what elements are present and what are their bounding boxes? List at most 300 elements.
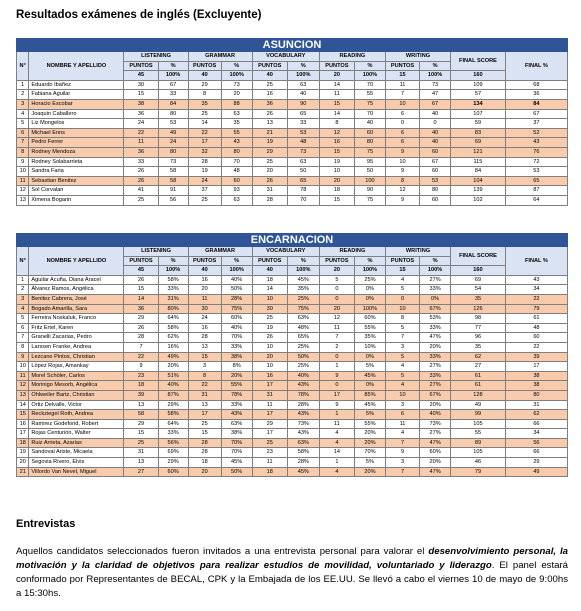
max-value: 45: [124, 266, 158, 276]
score-cell: 58: [124, 410, 158, 420]
score-cell: 49: [505, 467, 567, 477]
score-cell: 55%: [221, 381, 252, 391]
score-cell: 61: [505, 314, 567, 324]
score-cell: 63: [287, 157, 319, 167]
score-cell: 40%: [158, 381, 188, 391]
row-number: 3: [17, 99, 29, 109]
row-number: 1: [17, 80, 29, 90]
score-cell: 0: [385, 294, 419, 304]
score-cell: 14: [252, 285, 287, 295]
candidate-name: Segovia Rivero, Elvis: [29, 458, 124, 468]
city-banner: ASUNCION: [17, 39, 568, 52]
score-cell: 29: [188, 80, 221, 90]
score-cell: 75: [354, 99, 385, 109]
score-cell: 20%: [420, 458, 451, 468]
score-cell: 37: [188, 186, 221, 196]
score-cell: 24: [124, 119, 158, 129]
score-cell: 70%: [221, 438, 252, 448]
score-cell: 89: [451, 438, 506, 448]
header-pct: %: [221, 61, 252, 71]
score-cell: 32: [188, 147, 221, 157]
header-pct: %: [420, 61, 451, 71]
score-cell: 28: [124, 333, 158, 343]
row-number: 14: [17, 400, 29, 410]
header-pct: %: [158, 256, 188, 266]
max-value: 100%: [158, 266, 188, 276]
score-cell: 83: [451, 128, 506, 138]
score-cell: 40%: [221, 323, 252, 333]
score-cell: 28: [252, 195, 287, 205]
row-number: 13: [17, 195, 29, 205]
score-cell: 43%: [287, 410, 319, 420]
score-cell: 105: [451, 448, 506, 458]
score-cell: 40: [420, 109, 451, 119]
score-cell: 65: [287, 176, 319, 186]
score-cell: 20: [221, 90, 252, 100]
score-cell: 31: [188, 390, 221, 400]
score-cell: 98: [451, 314, 506, 324]
score-cell: 16%: [158, 342, 188, 352]
score-cell: 11: [124, 138, 158, 148]
row-number: 3: [17, 294, 29, 304]
score-cell: 9: [124, 362, 158, 372]
score-cell: 49: [158, 128, 188, 138]
score-cell: 26: [124, 176, 158, 186]
score-cell: 73: [158, 157, 188, 167]
score-cell: 46: [451, 458, 506, 468]
score-cell: 50%: [287, 352, 319, 362]
score-cell: 29%: [158, 458, 188, 468]
row-number: 2: [17, 285, 29, 295]
score-cell: 56%: [158, 438, 188, 448]
score-cell: 62: [451, 352, 506, 362]
row-number: 8: [17, 147, 29, 157]
score-cell: 27%: [420, 381, 451, 391]
score-cell: 4: [319, 429, 354, 439]
header-pct: %: [287, 61, 319, 71]
score-cell: 53: [420, 176, 451, 186]
score-cell: 60%: [221, 314, 252, 324]
score-cell: 20: [319, 176, 354, 186]
row-number: 1: [17, 275, 29, 285]
score-cell: 33%: [420, 285, 451, 295]
score-cell: 43%: [221, 410, 252, 420]
candidate-name: Liz Mongelos: [29, 119, 124, 129]
score-cell: 68: [505, 80, 567, 90]
row-number: 6: [17, 128, 29, 138]
score-cell: 35: [451, 294, 506, 304]
score-cell: 62: [505, 410, 567, 420]
score-cell: 5: [385, 371, 419, 381]
score-cell: 28: [188, 448, 221, 458]
score-cell: 12: [319, 128, 354, 138]
score-cell: 45%: [221, 458, 252, 468]
score-cell: 73: [287, 147, 319, 157]
score-cell: 61: [451, 381, 506, 391]
row-number: 10: [17, 362, 29, 372]
score-cell: 9: [385, 167, 419, 177]
score-cell: 26: [124, 275, 158, 285]
max-value: 40: [188, 266, 221, 276]
score-cell: 45%: [287, 275, 319, 285]
score-cell: 5%: [354, 410, 385, 420]
score-cell: 36: [124, 109, 158, 119]
score-cell: 28%: [221, 294, 252, 304]
score-cell: 27: [451, 362, 506, 372]
score-cell: 18: [252, 275, 287, 285]
row-number: 16: [17, 419, 29, 429]
table-row: [17, 109, 568, 119]
candidate-name: Michael Enns: [29, 128, 124, 138]
score-cell: 128: [451, 390, 506, 400]
score-cell: 3: [188, 362, 221, 372]
score-cell: 5%: [354, 362, 385, 372]
header-reading: READING: [319, 52, 385, 62]
score-cell: 22: [188, 381, 221, 391]
score-cell: 36: [124, 147, 158, 157]
row-number: 17: [17, 429, 29, 439]
score-cell: 10: [252, 362, 287, 372]
score-cell: 60: [221, 176, 252, 186]
score-cell: 11: [385, 80, 419, 90]
score-cell: 87%: [158, 390, 188, 400]
score-cell: 18: [319, 186, 354, 196]
table-row: [17, 90, 568, 100]
header-puntos: PUNTOS: [188, 256, 221, 266]
score-cell: 109: [451, 80, 506, 90]
score-cell: 53: [158, 119, 188, 129]
max-value: 100%: [287, 71, 319, 81]
score-cell: 25: [188, 109, 221, 119]
score-cell: 15: [319, 195, 354, 205]
score-cell: 11: [319, 90, 354, 100]
score-cell: 80%: [158, 304, 188, 314]
score-cell: 5: [319, 275, 354, 285]
score-cell: 48%: [287, 323, 319, 333]
score-cell: 34: [505, 285, 567, 295]
score-cell: 33%: [420, 352, 451, 362]
score-cell: 69: [451, 138, 506, 148]
score-cell: 33: [124, 157, 158, 167]
table-row: [17, 419, 568, 429]
score-cell: 80: [505, 390, 567, 400]
candidate-name: Aguilar Acuña, Diana Aracel: [29, 275, 124, 285]
header-name: NOMBRE Y APELLIDO: [29, 52, 124, 81]
score-cell: 60: [354, 128, 385, 138]
score-cell: 16: [252, 371, 287, 381]
score-cell: 70%: [221, 333, 252, 343]
city-banner: ENCARNACION: [17, 234, 568, 247]
score-cell: 57: [451, 90, 506, 100]
table-row: [17, 128, 568, 138]
header-final-score: FINAL SCORE: [451, 247, 506, 266]
score-cell: 9: [385, 448, 419, 458]
candidate-name: Rojas Centurión, Walter: [29, 429, 124, 439]
score-cell: 5: [385, 352, 419, 362]
score-cell: 33: [287, 119, 319, 129]
score-cell: 22: [124, 128, 158, 138]
score-cell: 14: [319, 109, 354, 119]
table-row: [17, 285, 568, 295]
score-cell: 77: [451, 323, 506, 333]
score-cell: 0%: [354, 285, 385, 295]
score-cell: 20: [319, 304, 354, 314]
score-cell: 10: [385, 157, 419, 167]
score-cell: 14: [188, 119, 221, 129]
score-cell: 64%: [158, 314, 188, 324]
score-cell: 63%: [287, 438, 319, 448]
score-cell: 80: [221, 147, 252, 157]
table-row: [17, 138, 568, 148]
score-cell: 22: [188, 128, 221, 138]
score-cell: 27: [124, 467, 158, 477]
candidate-name: Fritz Ertel, Karen: [29, 323, 124, 333]
score-cell: 59: [451, 119, 506, 129]
candidate-name: Bogado Amarilla, Sara: [29, 304, 124, 314]
score-cell: 11: [319, 323, 354, 333]
candidate-name: Ohlweiler Bartz, Christian: [29, 390, 124, 400]
score-cell: 60: [420, 195, 451, 205]
score-cell: 26: [252, 109, 287, 119]
score-cell: 50: [287, 167, 319, 177]
score-cell: 13: [252, 119, 287, 129]
header-listening: LISTENING: [124, 247, 188, 257]
score-cell: 64%: [158, 419, 188, 429]
score-cell: 84: [158, 99, 188, 109]
score-cell: 90: [287, 99, 319, 109]
score-cell: 7: [124, 342, 158, 352]
score-cell: 31%: [158, 294, 188, 304]
max-value: 40: [252, 71, 287, 81]
score-cell: 96: [451, 333, 506, 343]
header-puntos: PUNTOS: [385, 256, 419, 266]
table-row: [17, 371, 568, 381]
table-row: [17, 275, 568, 285]
score-cell: 84: [451, 167, 506, 177]
score-cell: 9: [319, 371, 354, 381]
score-cell: 38: [124, 99, 158, 109]
score-cell: 15: [188, 429, 221, 439]
score-cell: 36: [124, 304, 158, 314]
score-cell: 40%: [420, 410, 451, 420]
candidate-name: Horacio Escobar: [29, 99, 124, 109]
score-cell: 1: [319, 362, 354, 372]
score-cell: 67: [420, 99, 451, 109]
score-cell: 49%: [158, 352, 188, 362]
score-cell: 17: [252, 429, 287, 439]
score-cell: 43: [221, 138, 252, 148]
score-cell: 73%: [287, 419, 319, 429]
header-final-score: FINAL SCORE: [451, 52, 506, 71]
score-cell: 35: [188, 99, 221, 109]
row-number: 7: [17, 138, 29, 148]
score-cell: 22: [505, 342, 567, 352]
score-cell: 8: [188, 90, 221, 100]
score-cell: 40%: [287, 371, 319, 381]
score-cell: 18: [124, 381, 158, 391]
score-cell: 15: [124, 285, 158, 295]
score-cell: 9: [319, 400, 354, 410]
score-cell: 21: [252, 128, 287, 138]
score-cell: 24: [158, 138, 188, 148]
score-cell: 20%: [354, 429, 385, 439]
score-cell: 35: [221, 119, 252, 129]
score-cell: 51%: [158, 371, 188, 381]
score-cell: 64: [505, 195, 567, 205]
score-cell: 65%: [287, 333, 319, 343]
header-row: [17, 247, 568, 257]
score-cell: 31: [252, 186, 287, 196]
header-puntos: PUNTOS: [252, 61, 287, 71]
table-row: [17, 381, 568, 391]
header-grammar: GRAMMAR: [188, 52, 252, 62]
score-cell: 0: [319, 381, 354, 391]
row-number: 10: [17, 167, 29, 177]
paragraph-text-2: . El panel estará conformado por Representantes de BECAL, CPK y la Embajada de los EE.UU. Se llevó a cabo el viernes 10 de mayo de 9:00hs a 15:30hs.: [16, 560, 568, 599]
score-cell: 78%: [287, 390, 319, 400]
row-number: 19: [17, 448, 29, 458]
table-row: [17, 467, 568, 477]
score-cell: 16: [252, 90, 287, 100]
header-reading: READING: [319, 247, 385, 257]
score-cell: 17: [319, 390, 354, 400]
table-row: [17, 400, 568, 410]
score-cell: 24: [188, 176, 221, 186]
row-number: 9: [17, 157, 29, 167]
score-cell: 70: [287, 195, 319, 205]
header-puntos: PUNTOS: [252, 256, 287, 266]
score-cell: 67: [158, 80, 188, 90]
score-cell: 67%: [420, 304, 451, 314]
score-cell: 50: [354, 167, 385, 177]
score-cell: 52: [505, 128, 567, 138]
score-cell: 31: [505, 400, 567, 410]
score-cell: 15: [124, 90, 158, 100]
score-cell: 6: [385, 138, 419, 148]
score-cell: 73%: [420, 419, 451, 429]
score-cell: 67: [420, 157, 451, 167]
score-cell: 25: [252, 314, 287, 324]
score-cell: 4: [385, 381, 419, 391]
max-value: 100%: [420, 266, 451, 276]
score-cell: 10: [385, 304, 419, 314]
score-cell: 33%: [221, 342, 252, 352]
score-cell: 49: [451, 400, 506, 410]
header-puntos: PUNTOS: [124, 61, 158, 71]
table-row: [17, 448, 568, 458]
score-cell: 15: [188, 352, 221, 362]
score-cell: 47%: [420, 467, 451, 477]
header-row: [17, 52, 568, 62]
score-cell: 8: [319, 119, 354, 129]
score-cell: 28: [188, 157, 221, 167]
header-grammar: GRAMMAR: [188, 247, 252, 257]
score-cell: 121: [451, 147, 506, 157]
score-cell: 8: [385, 314, 419, 324]
score-cell: 4: [385, 362, 419, 372]
score-cell: 4: [319, 438, 354, 448]
score-cell: 17: [505, 362, 567, 372]
score-cell: 78: [287, 186, 319, 196]
score-cell: 126: [451, 304, 506, 314]
max-value: 100%: [420, 71, 451, 81]
score-cell: 29: [505, 458, 567, 468]
table-row: [17, 99, 568, 109]
score-cell: 55: [451, 429, 506, 439]
score-cell: 70%: [221, 448, 252, 458]
max-value: 100%: [221, 266, 252, 276]
max-value: 40: [188, 71, 221, 81]
section-title: Entrevistas: [16, 518, 76, 530]
score-cell: 55%: [354, 323, 385, 333]
score-cell: 20: [252, 352, 287, 362]
header-vocabulary: VOCABULARY: [252, 247, 319, 257]
score-cell: 18: [188, 458, 221, 468]
score-cell: 10: [385, 390, 419, 400]
table-row: [17, 458, 568, 468]
header-pct: %: [221, 256, 252, 266]
score-cell: 19: [252, 323, 287, 333]
score-cell: 38: [505, 371, 567, 381]
candidate-name: Larssen Franke, Andrea: [29, 342, 124, 352]
score-cell: 43%: [287, 381, 319, 391]
candidate-name: Ruiz Arrieta, Azarias: [29, 438, 124, 448]
score-cell: 0: [319, 285, 354, 295]
score-cell: 11: [319, 419, 354, 429]
header-puntos: PUNTOS: [319, 61, 354, 71]
score-cell: 45%: [354, 371, 385, 381]
header-pct: %: [158, 61, 188, 71]
score-cell: 15: [124, 429, 158, 439]
score-cell: 0: [319, 294, 354, 304]
document-title: Resultados exámenes de inglés (Excluyente): [16, 9, 262, 21]
candidate-name: Sebastian Benitez: [29, 176, 124, 186]
score-cell: 48: [287, 138, 319, 148]
score-cell: 66: [505, 419, 567, 429]
score-cell: 60%: [420, 448, 451, 458]
score-cell: 105: [451, 419, 506, 429]
score-cell: 5: [385, 323, 419, 333]
score-cell: 88: [221, 99, 252, 109]
score-cell: 36: [505, 90, 567, 100]
candidate-name: Villordo Van Nevel, Miguel: [29, 467, 124, 477]
score-cell: 56: [158, 195, 188, 205]
score-cell: 73: [420, 80, 451, 90]
results-table-asuncion: [16, 38, 568, 206]
table-row: [17, 362, 568, 372]
score-cell: 80: [354, 138, 385, 148]
score-cell: 3: [385, 400, 419, 410]
header-final-pct: FINAL %: [505, 247, 567, 276]
score-cell: 70: [354, 109, 385, 119]
score-cell: 107: [451, 109, 506, 119]
table-row: [17, 80, 568, 90]
score-cell: 60: [420, 167, 451, 177]
score-cell: 31: [124, 448, 158, 458]
score-cell: 58%: [287, 448, 319, 458]
row-number: 21: [17, 467, 29, 477]
score-cell: 0: [420, 119, 451, 129]
score-cell: 4: [319, 467, 354, 477]
table-row: [17, 333, 568, 343]
row-number: 11: [17, 176, 29, 186]
score-cell: 25%: [354, 275, 385, 285]
candidate-name: Morel Schöler, Carlos: [29, 371, 124, 381]
score-cell: 8: [188, 371, 221, 381]
paragraph-text-1: Aquellos candidatos seleccionados fueron invitados a una entrevista personal para valorar el: [16, 546, 429, 557]
score-cell: 87: [505, 186, 567, 196]
score-cell: 63: [221, 195, 252, 205]
